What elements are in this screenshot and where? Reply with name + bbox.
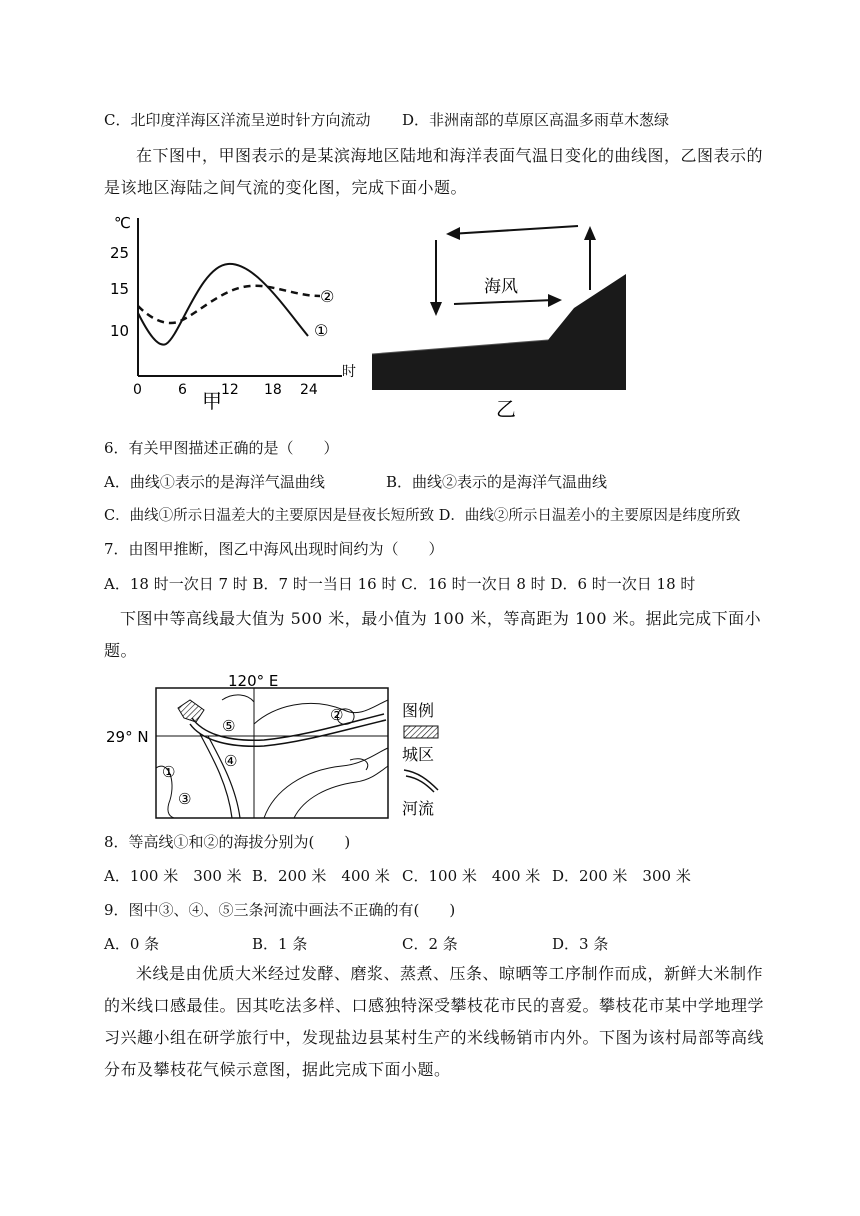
intro-sea-breeze: 在下图中，甲图表示的是某滨海地区陆地和海洋表面气温日变化的曲线图，乙图表示的是该地区海陆之间气流的变化图，完成下面小题。 (104, 146, 764, 197)
map-label-2: ② (330, 706, 344, 724)
x-tick-18: 18 (264, 382, 282, 398)
x-tick-24: 24 (300, 382, 318, 398)
contour-2 (254, 700, 388, 724)
q8-option-a: A．100 米 300 米 (104, 867, 242, 885)
map-label-3: ③ (178, 790, 192, 808)
intro-rice-noodle: 米线是由优质大米经过发酵、磨浆、蒸煮、压条、晾晒等工序制作而成，新鲜大米制作的米线口感最佳。因其吃法多样、口感独特深受攀枝花市民的喜爱。攀枝花市某中学地理学习兴趣小组在研学旅行中，发现盐边县某村生产的米线畅销市内外。下图为该村局部等高线分布及攀枝花气候示意图，据此完成下面小题。 (104, 964, 765, 1079)
curve-1-solid (138, 264, 308, 345)
legend-river-swatch (404, 770, 438, 790)
q8-option-b: B．200 米 400 米 (252, 867, 390, 885)
q9-option-a: A．0 条 (104, 935, 160, 953)
x-tick-0: 0 (133, 382, 142, 398)
q9-stem: 9．图中③、④、⑤三条河流中画法不正确的有( ) (104, 901, 456, 919)
legend-city-label: 城区 (402, 745, 435, 764)
figure-contour-map (104, 670, 454, 822)
figure-yi-airflow-diagram (368, 212, 638, 418)
q8-option-c: C．100 米 400 米 (402, 867, 541, 885)
map-label-5: ⑤ (222, 717, 236, 735)
q6-stem: 6．有关甲图描述正确的是（ ） (104, 439, 339, 457)
figure-yi-caption: 乙 (496, 397, 516, 418)
q6-option-b: B．曲线②表示的是海洋气温曲线 (386, 473, 608, 491)
legend-city-swatch (404, 726, 438, 738)
map-label-1: ① (162, 763, 176, 781)
y-unit-label: ℃ (114, 214, 131, 232)
q8-stem: 8．等高线①和②的海拔分别为( ) (104, 833, 351, 851)
upper-arrow-head (446, 227, 460, 240)
figure-jia-caption: 甲 (202, 389, 222, 413)
map-label-4: ④ (224, 752, 238, 770)
latitude-label: 29° N (106, 728, 149, 746)
q7-stem: 7．由图甲推断，图乙中海风出现时间约为（ ） (104, 540, 444, 558)
sea-breeze-arrow-head (548, 294, 562, 307)
q5-option-c: C．北印度洋海区洋流呈逆时针方向流动 (104, 111, 371, 129)
curve-1-label: ① (314, 321, 329, 340)
q5-option-d: D．非洲南部的草原区高温多雨草木葱绿 (402, 111, 670, 129)
q9-option-b: B．1 条 (252, 935, 308, 953)
q6-option-a: A．曲线①表示的是海洋气温曲线 (104, 473, 325, 491)
q7-options: A．18 时一次日 7 时 B．7 时一当日 16 时 C．16 时一次日 8 时 D．6 时一次日 18 时 (104, 575, 696, 593)
q9-option-c: C．2 条 (402, 935, 458, 953)
y-tick-25: 25 (110, 244, 130, 262)
intro-contour: 下图中等高线最大值为 500 米，最小值为 100 米，等高距为 100 米。据此完成下面小题。 (104, 609, 762, 660)
sea-breeze-label: 海风 (484, 277, 518, 297)
sea-breeze-arrow (454, 300, 554, 304)
x-tick-12: 12 (221, 382, 239, 398)
y-tick-10: 10 (110, 322, 130, 340)
city-area (178, 700, 204, 722)
contour-4 (264, 748, 388, 818)
legend-river-label: 河流 (402, 799, 435, 818)
figure-jia-temperature-chart (104, 208, 366, 418)
x-unit-label: 时 (342, 364, 356, 380)
y-tick-15: 15 (110, 280, 130, 298)
q9-option-d: D．3 条 (552, 935, 609, 953)
curve-2-label: ② (320, 287, 335, 306)
ascending-arrow-head (584, 226, 596, 240)
longitude-label: 120° E (228, 672, 279, 690)
legend-title: 图例 (402, 701, 435, 720)
descending-arrow-head (430, 302, 442, 316)
x-tick-6: 6 (178, 382, 187, 398)
q8-option-d: D．200 米 300 米 (552, 867, 691, 885)
river-3 (200, 734, 232, 818)
upper-airflow-arrow (450, 226, 578, 234)
q6-options-cd: C．曲线①所示日温差大的主要原因是昼夜长短所致 D．曲线②所示日温差小的主要原因是纬度所致 (104, 508, 741, 524)
